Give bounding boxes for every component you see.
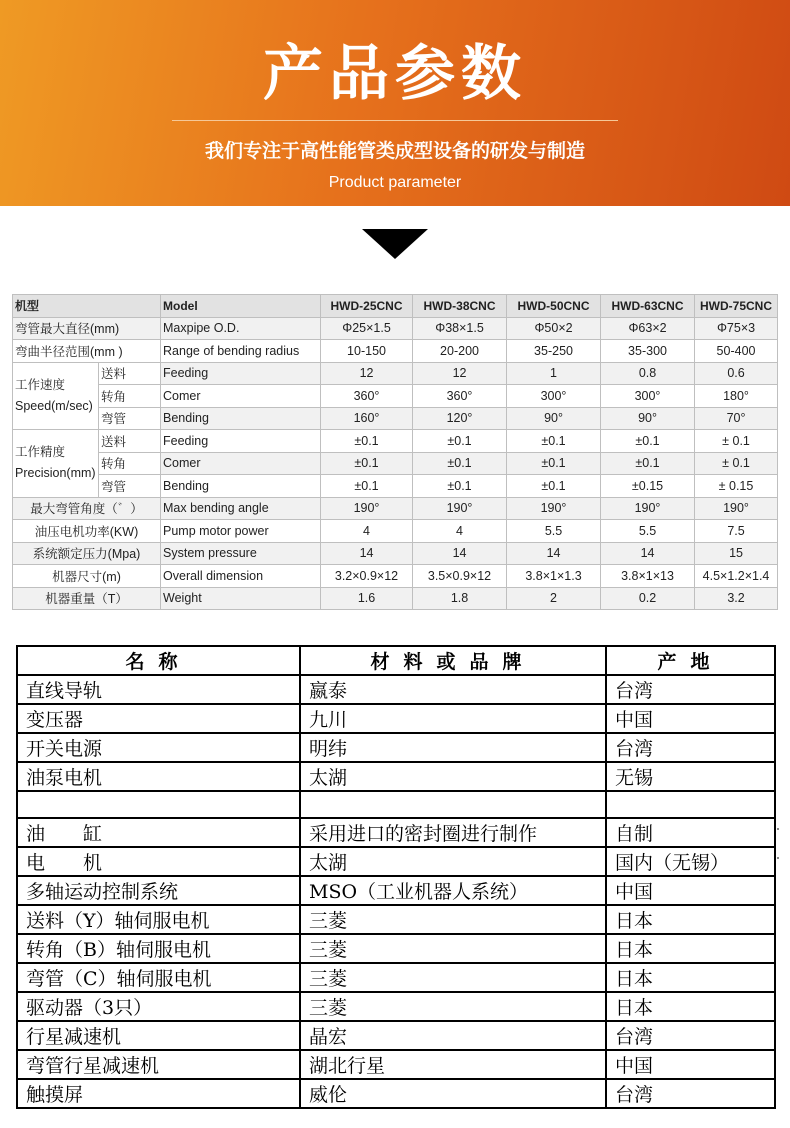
table-cell: 日本 xyxy=(606,992,775,1021)
table-cell: 35-300 xyxy=(601,340,695,363)
table-cell: 驱动器（3只） xyxy=(17,992,300,1021)
header-cell: 材料或品牌 xyxy=(300,646,606,675)
stray-dot xyxy=(777,857,779,859)
table-cell: Pump motor power xyxy=(161,520,321,543)
table-row xyxy=(17,1050,775,1079)
table-row xyxy=(13,587,778,610)
table-cell: 3.5×0.9×12 xyxy=(413,565,507,588)
table-cell: 4 xyxy=(413,520,507,543)
table-row xyxy=(13,295,778,318)
table-cell: 14 xyxy=(601,542,695,565)
table-row xyxy=(13,452,778,475)
table-cell: 油泵电机 xyxy=(17,762,300,791)
table-cell: 中国 xyxy=(606,1050,775,1079)
table-cell: 送料 xyxy=(99,430,161,453)
table-cell: ±0.1 xyxy=(413,452,507,475)
table-cell: 7.5 xyxy=(695,520,778,543)
table-row xyxy=(17,1021,775,1050)
header-cell: Model xyxy=(161,295,321,318)
table-cell: 弯管行星减速机 xyxy=(17,1050,300,1079)
table-cell: 明纬 xyxy=(300,733,606,762)
table-cell: 14 xyxy=(321,542,413,565)
group-label: 工作精度Precision(mm) xyxy=(13,430,99,498)
table-cell: 190° xyxy=(413,497,507,520)
table-cell: 180° xyxy=(695,385,778,408)
table-cell: 无锡 xyxy=(606,762,775,791)
header-cell: 名称 xyxy=(17,646,300,675)
table-cell: 油 缸 xyxy=(17,818,300,847)
page-subtitle: 我们专注于高性能管类成型设备的研发与制造 xyxy=(204,140,585,162)
table-cell: 自制 xyxy=(606,818,775,847)
table-row xyxy=(17,762,775,791)
table-cell: 弯曲半径范围(mm ) xyxy=(13,340,161,363)
table-cell: 12 xyxy=(413,362,507,385)
title-divider xyxy=(172,120,618,121)
table-cell: 1 xyxy=(507,362,601,385)
table-cell: 太湖 xyxy=(300,847,606,876)
table-cell: ±0.1 xyxy=(321,475,413,498)
table-cell: ±0.1 xyxy=(321,452,413,475)
table-row xyxy=(17,818,775,847)
table-cell: 日本 xyxy=(606,905,775,934)
table-cell: Bending xyxy=(161,475,321,498)
table-cell: System pressure xyxy=(161,542,321,565)
table-cell: 0.8 xyxy=(601,362,695,385)
table-cell: 0.2 xyxy=(601,587,695,610)
table-cell: 多轴运动控制系统 xyxy=(17,876,300,905)
table-cell: 1.8 xyxy=(413,587,507,610)
table-cell: ±0.1 xyxy=(507,475,601,498)
table-cell: ± 0.1 xyxy=(695,452,778,475)
table-cell: Range of bending radius xyxy=(161,340,321,363)
table-cell: ±0.1 xyxy=(413,430,507,453)
table-cell: Φ25×1.5 xyxy=(321,317,413,340)
table-cell: Feeding xyxy=(161,362,321,385)
table-cell: 电 机 xyxy=(17,847,300,876)
header-cell: HWD-50CNC xyxy=(507,295,601,318)
table-cell: 4 xyxy=(321,520,413,543)
header-cell: HWD-75CNC xyxy=(695,295,778,318)
table-cell xyxy=(17,791,300,818)
table-cell: 转角 xyxy=(99,385,161,408)
table-cell: ± 0.15 xyxy=(695,475,778,498)
table-cell: 送料 xyxy=(99,362,161,385)
parts-table xyxy=(16,645,776,1109)
header-cell: 产地 xyxy=(606,646,775,675)
table-cell: Weight xyxy=(161,587,321,610)
table-cell: 机器尺寸(m) xyxy=(13,565,161,588)
table-cell: 360° xyxy=(321,385,413,408)
table-cell: 机器重量（T） xyxy=(13,587,161,610)
table-row xyxy=(17,1079,775,1108)
table-row xyxy=(13,430,778,453)
table-cell: 2 xyxy=(507,587,601,610)
table-row xyxy=(13,520,778,543)
table-row xyxy=(13,497,778,520)
table-row xyxy=(17,675,775,704)
table-row xyxy=(17,905,775,934)
down-arrow-icon xyxy=(362,229,428,259)
table-cell: 国内（无锡） xyxy=(606,847,775,876)
table-row xyxy=(17,733,775,762)
table-cell: 20-200 xyxy=(413,340,507,363)
spec-table xyxy=(12,294,778,610)
table-cell xyxy=(300,791,606,818)
table-cell: 转角 xyxy=(99,452,161,475)
table-cell: 3.2 xyxy=(695,587,778,610)
table-cell: 12 xyxy=(321,362,413,385)
table-cell: 台湾 xyxy=(606,733,775,762)
table-cell: 190° xyxy=(695,497,778,520)
header-cell: HWD-63CNC xyxy=(601,295,695,318)
table-cell: 4.5×1.2×1.4 xyxy=(695,565,778,588)
table-cell: Maxpipe O.D. xyxy=(161,317,321,340)
table-cell: 1.6 xyxy=(321,587,413,610)
table-cell: ±0.1 xyxy=(321,430,413,453)
table-row xyxy=(13,385,778,408)
table-cell: 3.8×1×13 xyxy=(601,565,695,588)
table-cell: 行星减速机 xyxy=(17,1021,300,1050)
table-row xyxy=(17,963,775,992)
table-row xyxy=(13,542,778,565)
table-cell: Overall dimension xyxy=(161,565,321,588)
table-cell: 晶宏 xyxy=(300,1021,606,1050)
table-cell: Φ63×2 xyxy=(601,317,695,340)
table-cell: 15 xyxy=(695,542,778,565)
table-cell: 台湾 xyxy=(606,1079,775,1108)
table-cell: MSO（工业机器人系统） xyxy=(300,876,606,905)
table-cell: Φ50×2 xyxy=(507,317,601,340)
table-cell: 油压电机功率(KW) xyxy=(13,520,161,543)
table-cell: Bending xyxy=(161,407,321,430)
table-row xyxy=(13,340,778,363)
table-cell: 开关电源 xyxy=(17,733,300,762)
table-cell: ±0.1 xyxy=(507,452,601,475)
table-row xyxy=(17,992,775,1021)
table-row xyxy=(17,646,775,675)
table-row xyxy=(17,704,775,733)
table-cell xyxy=(606,791,775,818)
table-cell: Comer xyxy=(161,452,321,475)
table-cell: 威伦 xyxy=(300,1079,606,1108)
table-cell: 弯管最大直径(mm) xyxy=(13,317,161,340)
table-cell: 300° xyxy=(507,385,601,408)
table-cell: 190° xyxy=(601,497,695,520)
page-title: 产品参数 xyxy=(263,39,527,109)
table-cell: 三菱 xyxy=(300,934,606,963)
table-cell: 3.2×0.9×12 xyxy=(321,565,413,588)
table-cell: 0.6 xyxy=(695,362,778,385)
table-cell: 台湾 xyxy=(606,675,775,704)
table-cell: 直线导轨 xyxy=(17,675,300,704)
table-cell: ±0.1 xyxy=(601,452,695,475)
table-cell: 九川 xyxy=(300,704,606,733)
table-cell: ±0.1 xyxy=(413,475,507,498)
table-cell: 最大弯管角度（゛） xyxy=(13,497,161,520)
table-cell: 中国 xyxy=(606,876,775,905)
table-row xyxy=(13,407,778,430)
table-cell: 14 xyxy=(413,542,507,565)
table-row xyxy=(17,791,775,818)
table-cell: 360° xyxy=(413,385,507,408)
table-cell: 190° xyxy=(507,497,601,520)
table-cell: 3.8×1×1.3 xyxy=(507,565,601,588)
table-row xyxy=(13,317,778,340)
table-cell: 弯管 xyxy=(99,407,161,430)
table-cell: 三菱 xyxy=(300,992,606,1021)
table-cell: 采用进口的密封圈进行制作 xyxy=(300,818,606,847)
table-cell: 送料（Y）轴伺服电机 xyxy=(17,905,300,934)
table-cell: 三菱 xyxy=(300,963,606,992)
table-cell: 90° xyxy=(507,407,601,430)
table-cell: 中国 xyxy=(606,704,775,733)
table-cell: 90° xyxy=(601,407,695,430)
group-label: 工作速度Speed(m/sec) xyxy=(13,362,99,430)
table-cell: 弯管（C）轴伺服电机 xyxy=(17,963,300,992)
table-cell: 转角（B）轴伺服电机 xyxy=(17,934,300,963)
table-row xyxy=(13,362,778,385)
table-cell: 变压器 xyxy=(17,704,300,733)
table-cell: 日本 xyxy=(606,963,775,992)
table-cell: 触摸屏 xyxy=(17,1079,300,1108)
table-row xyxy=(17,934,775,963)
table-cell: 嬴泰 xyxy=(300,675,606,704)
table-cell: Φ38×1.5 xyxy=(413,317,507,340)
table-cell: 160° xyxy=(321,407,413,430)
table-cell: 120° xyxy=(413,407,507,430)
table-cell: 190° xyxy=(321,497,413,520)
header-banner xyxy=(0,0,790,206)
page-subtitle-english: Product parameter xyxy=(328,174,462,191)
table-cell: ± 0.1 xyxy=(695,430,778,453)
table-cell: 10-150 xyxy=(321,340,413,363)
header-cell: HWD-38CNC xyxy=(413,295,507,318)
table-row xyxy=(13,475,778,498)
table-cell: ±0.1 xyxy=(507,430,601,453)
table-cell: 湖北行星 xyxy=(300,1050,606,1079)
table-cell: 系统额定压力(Mpa) xyxy=(13,542,161,565)
table-row xyxy=(17,847,775,876)
table-cell: 台湾 xyxy=(606,1021,775,1050)
table-cell: Comer xyxy=(161,385,321,408)
table-row xyxy=(17,876,775,905)
header-cell: 机型 xyxy=(13,295,161,318)
table-cell: 70° xyxy=(695,407,778,430)
table-cell: 35-250 xyxy=(507,340,601,363)
table-row xyxy=(13,565,778,588)
table-cell: 三菱 xyxy=(300,905,606,934)
table-cell: Φ75×3 xyxy=(695,317,778,340)
table-cell: 日本 xyxy=(606,934,775,963)
stray-dot xyxy=(777,828,779,830)
table-cell: 5.5 xyxy=(601,520,695,543)
table-cell: 300° xyxy=(601,385,695,408)
table-cell: 弯管 xyxy=(99,475,161,498)
table-cell: 太湖 xyxy=(300,762,606,791)
header-cell: HWD-25CNC xyxy=(321,295,413,318)
table-cell: 14 xyxy=(507,542,601,565)
table-cell: Max bending angle xyxy=(161,497,321,520)
table-cell: ±0.15 xyxy=(601,475,695,498)
table-cell: ±0.1 xyxy=(601,430,695,453)
table-cell: Feeding xyxy=(161,430,321,453)
table-cell: 50-400 xyxy=(695,340,778,363)
table-cell: 5.5 xyxy=(507,520,601,543)
